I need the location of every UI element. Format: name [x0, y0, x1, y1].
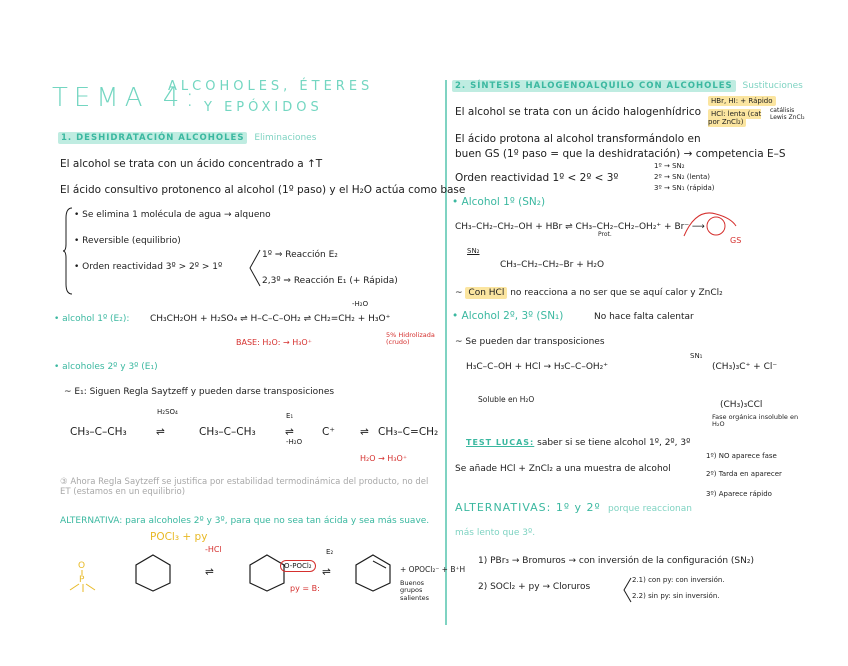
e1-step-label: E₁ — [286, 412, 294, 420]
pyridine-base: py = B: — [290, 584, 320, 593]
right-line-3: buen GS (1º paso = que la deshidratación) → competencia E–S — [455, 148, 786, 160]
lucas-test: TEST LUCAS: saber si se tiene alcohol 1º, 2º, 3º — [466, 438, 691, 448]
alternativa-minus-hcl: -HCl — [205, 545, 222, 554]
gs-label: GS — [730, 236, 742, 245]
sn1-step-label: SN₁ — [690, 352, 703, 360]
svg-text:O: O — [78, 561, 86, 571]
pocl3-structure-icon — [62, 556, 102, 596]
alternativa-leaving-note: Buenos grupos salientes — [400, 579, 430, 602]
svg-text:P: P — [79, 575, 85, 585]
opocl2-group: O-POCl₂ — [280, 560, 316, 572]
alternativas-tag: porque reaccionan — [608, 504, 692, 514]
lucas-result-2: 2º) Tarda en aparecer — [706, 470, 782, 478]
alcohol-1-base: BASE: H₂O: → H₃O⁺ — [236, 338, 312, 347]
reactivity-order: Orden reactividad 1º < 2º < 3º — [455, 172, 619, 184]
alternative-2b: 2.2) sin py: sin inversión. — [632, 592, 720, 600]
bullet-3: • Orden reactividad 3º > 2º > 1º — [74, 262, 223, 272]
hcl-note: ~ Con HCl no reacciona a no ser que se aquí calor y ZnCl₂ — [455, 288, 723, 298]
acid-side-note-2: HCl: lenta (cat por ZnCl₂) — [708, 110, 762, 127]
alternativas-heading: ALTERNATIVAS: 1º y 2º — [455, 501, 601, 514]
alcohol-1-note: 5% Hidrolizada (crudo) — [386, 331, 435, 347]
alcohol-23-note: No hace falta calentar — [594, 312, 694, 322]
e1-mid-structure: CH₃–C–CH₃ — [199, 426, 256, 438]
chloride-product: (CH₃)₃CCl — [720, 400, 763, 410]
alcohol-23-sn1-label: • Alcohol 2º, 3º (SN₁) — [452, 310, 564, 322]
e1-reagent: H₂SO₄ — [157, 408, 178, 416]
bullet-3b: 2,3º ⇒ Reacción E₁ (+ Rápida) — [262, 276, 398, 286]
page-subtitle-2: Y EPÓXIDOS — [204, 100, 323, 115]
lucas-result-3: 3º) Aparece rápido — [706, 490, 772, 498]
brace-icon — [62, 206, 74, 296]
sn2-prot-label: Prot. — [598, 231, 612, 238]
alternativa-e2: E₂ — [326, 548, 334, 556]
acid-side-note-3: catálisis Lewis ZnCl₂ — [770, 107, 805, 121]
reactivity-1: 1º → SN₂ — [654, 162, 685, 170]
acid-side-note-1: HBr, HI: + Rápido — [708, 97, 776, 105]
alternative-2a: 2.1) con py: con inversión. — [632, 576, 725, 584]
lucas-result-1: 1º) NO aparece fase — [706, 452, 777, 460]
sn1-equation: H₃C–C–OH + HCl → H₃C–C–OH₂⁺ — [466, 362, 609, 372]
right-line-1: El alcohol se trata con un ácido halogenhídrico — [455, 106, 702, 118]
section-2-heading: 2. SÍNTESIS HALOGENOALQUILO CON ALCOHOLES Sustituciones — [452, 81, 803, 92]
bullet-2: • Reversible (equilibrio) — [74, 236, 181, 246]
sn2-equation: CH₃–CH₂–CH₂–OH + HBr ⇌ CH₃–CH₂–CH₂–OH₂⁺ + Br⁻ ⟶ — [455, 222, 705, 232]
e1-carbocation: C⁺ — [322, 426, 335, 438]
left-line-1: El alcohol se trata con un ácido concentrado a ↑T — [60, 158, 323, 170]
sn2-products: CH₃–CH₂–CH₂–Br + H₂O — [500, 260, 605, 270]
left-line-2: El ácido consultivo protonenco al alcohol (1º paso) y el H₂O actúa como base — [60, 184, 466, 196]
bracket-icon — [248, 248, 262, 288]
alcohol-1-label: • alcohol 1º (E₂): — [54, 314, 130, 324]
soluble-note: Soluble en H₂O — [478, 395, 535, 404]
alcohol-1-equation: CH₃CH₂OH + H₂SO₄ ⇌ H–C–C–OH₂ ⇌ CH₂=CH₂ + H₃O⁺ — [150, 314, 391, 324]
e1-water: H₂O → H₃O⁺ — [360, 454, 408, 463]
e1-rule: ~ E₁: Siguen Regla Saytzeff y pueden darse transposiciones — [64, 387, 335, 397]
alternative-2: 2) SOCl₂ + py → Cloruros — [478, 582, 591, 592]
cyclohexene-ring-icon — [350, 552, 396, 592]
cyclohexanol-ring-icon — [130, 552, 176, 592]
intermediate-ring-icon — [244, 552, 290, 592]
alternative-1: 1) PBr₃ → Bromuros → con inversión de la configuración (SN₂) — [478, 556, 754, 566]
alcohol-1-minus-water: -H₂O — [352, 300, 369, 308]
bullet-3a: 1º ⇒ Reacción E₂ — [262, 250, 338, 260]
alternativa-note: ALTERNATIVA: para alcoholes 2º y 3º, para que no sea tan ácida y sea más suave. — [60, 516, 430, 526]
sn1-products: (CH₃)₃C⁺ + Cl⁻ — [712, 362, 778, 372]
section-1-heading: 1. DESHIDRATACIÓN ALCOHOLES Eliminaciones — [58, 133, 316, 144]
chloride-phase-note: Fase orgánica insoluble en H₂O — [712, 413, 799, 429]
alternativas-tag-2: más lento que 3º. — [455, 528, 536, 538]
e1-left-structure: CH₃–C–CH₃ — [70, 426, 127, 438]
alternativa-products: + OPOCl₂⁻ + B⁺H — [400, 565, 466, 574]
page-subtitle-1: ALCOHOLES, ÉTERES — [168, 79, 374, 94]
reactivity-3: 3º → SN₁ (rápida) — [654, 184, 715, 192]
e1-right-structure: CH₃–C=CH₂ — [378, 426, 439, 438]
transpositions-note: ~ Se pueden dar transposiciones — [455, 337, 605, 347]
reactivity-2: 2º → SN₂ (lenta) — [654, 173, 710, 181]
bullet-1: • Se elimina 1 molécula de agua → alqueno — [74, 210, 271, 220]
grey-note: ③ Ahora Regla Saytzeff se justifica por estabilidad termodinámica del producto, no del ET (estamos en un equilibrio) — [60, 477, 429, 497]
alternativa-reagent: POCl₃ + py — [150, 531, 208, 543]
right-line-2: El ácido protona al alcohol transformándolo en — [455, 133, 701, 145]
sn2-label: SN₂ — [467, 247, 480, 255]
alcohol-23-label: • alcoholes 2º y 3º (E₁) — [54, 362, 158, 372]
page-title: TEMA 4: — [52, 83, 201, 113]
lucas-test-procedure: Se añade HCl + ZnCl₂ a una muestra de alcohol — [455, 464, 671, 474]
alcohol-1-sn2-label: • Alcohol 1º (SN₂) — [452, 196, 546, 208]
e1-minus-water: -H₂O — [286, 438, 303, 446]
column-divider — [445, 80, 447, 625]
alternative-bracket-icon — [622, 576, 632, 604]
